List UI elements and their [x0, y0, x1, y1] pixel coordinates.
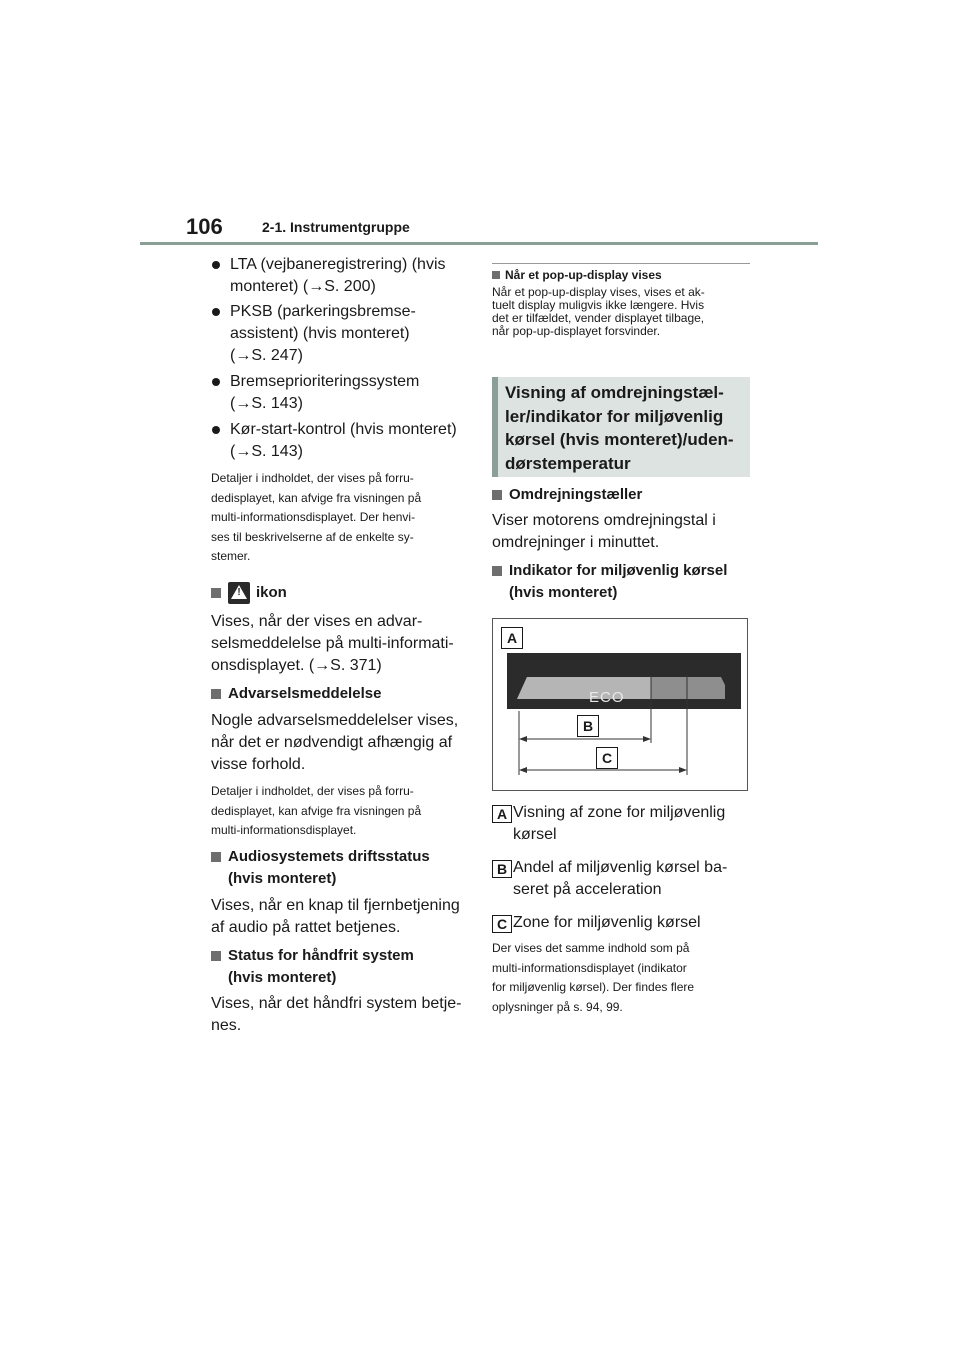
- bullet-dot: [212, 426, 220, 434]
- eco-indicator-figure: [492, 618, 748, 791]
- popup-rule: [492, 263, 750, 264]
- section-title: 2-1. Instrumentgruppe: [262, 219, 410, 235]
- heading-marker: [492, 566, 502, 576]
- legend-key: A: [492, 805, 512, 823]
- figure-label-b: B: [577, 715, 599, 737]
- legend-text: Andel af miljøvenlig kørsel ba- seret på acceleration: [513, 859, 728, 898]
- header-rule: [140, 242, 818, 245]
- bullet-text: PKSB (parkeringsbremse- assistent) (hvis monteret) (→S. 247): [230, 303, 416, 364]
- legend-item-b: [492, 857, 754, 901]
- figure-label-c: C: [596, 747, 618, 769]
- bullet-text: Kør-start-kontrol (hvis monteret) (→S. 143): [230, 421, 457, 460]
- icon-heading: [211, 582, 471, 606]
- eco-label: ECO: [589, 689, 625, 706]
- legend-item-a: [492, 802, 754, 846]
- heading-marker: [492, 490, 502, 500]
- heading-marker: [211, 689, 221, 699]
- bullet-text: Bremseprioriteringssystem (→S. 143): [230, 373, 420, 412]
- heading-marker: [211, 852, 221, 862]
- note-same-content: Der vises det samme indhold som på multi-informationsdisplayet (indikator for miljøvenlig kørsel). Der findes flere oplysninger på s. 94, 99.: [492, 941, 695, 1014]
- section-box-title: Visning af omdrejningstæl- ler/indikator for miljøvenlig kørsel (hvis monteret)/uden- dørstemperatur: [505, 383, 734, 473]
- warning-message-text: Nogle advarselsmeddelelser vises, når det er nødvendigt afhængig af visse forhold.: [211, 712, 459, 773]
- tach-heading: Omdrejningstæller: [492, 484, 752, 550]
- warning-icon: !: [228, 582, 250, 604]
- warning-message-heading: Advarselsmeddelelse: [211, 683, 471, 749]
- legend-key: B: [492, 860, 512, 878]
- audio-status-text: Vises, når en knap til fjernbetjening af audio på rattet betjenes.: [211, 897, 460, 936]
- icon-description: Vises, når der vises en advar- selsmeddelelse på multi-informati- onsdisplayet. (→S. 371): [211, 613, 454, 674]
- section-box-bar: [492, 377, 498, 477]
- bullet-dot: [212, 378, 220, 386]
- heading-marker: [211, 951, 221, 961]
- icon-heading-label: ikon: [256, 584, 287, 601]
- heading-marker: [211, 588, 221, 598]
- popup-heading: Når et pop-up-display vises: [492, 268, 662, 282]
- note-display-detail-2: Detaljer i indholdet, der vises på forru- dedisplayet, kan afvige fra visningen på multi-informationsdisplayet.: [211, 784, 422, 837]
- section-box: [492, 377, 750, 477]
- audio-status-heading: Audiosystemets driftsstatus (hvis monteret): [211, 846, 471, 912]
- legend-text: Zone for miljøvenlig kørsel: [513, 914, 701, 931]
- handsfree-status-text: Vises, når det håndfri system betje- nes.: [211, 995, 462, 1034]
- bullet-dot: [212, 308, 220, 316]
- eco-indicator-heading: Indikator for miljøvenlig kørsel (hvis monteret): [492, 560, 752, 626]
- bullet-text: LTA (vejbaneregistrering) (hvis monteret) (→S. 200): [230, 256, 446, 295]
- legend-text: Visning af zone for miljøvenlig kørsel: [513, 804, 726, 843]
- note-display-detail: Detaljer i indholdet, der vises på forru- dedisplayet, kan afvige fra visningen på multi-informationsdisplayet. Der henvi- ses til beskrivelserne af de enkelte sy- stemer.: [211, 471, 422, 563]
- bullet-dot: [212, 261, 220, 269]
- page-number: 106: [186, 214, 223, 239]
- tach-text: Viser motorens omdrejningstal i omdrejninger i minuttet.: [492, 512, 716, 551]
- handsfree-status-heading: Status for håndfrit system (hvis monteret): [211, 945, 471, 1011]
- legend-item-c: [492, 912, 754, 934]
- figure-label-a: A: [501, 627, 523, 649]
- popup-text: Når et pop-up-display vises, vises et ak- tuelt display muligvis ikke længere. Hvis det er tilfældet, vender displayet tilbage, når pop-up-displayet forsvinder.: [492, 285, 705, 338]
- legend-key: C: [492, 915, 512, 933]
- heading-marker: [492, 271, 500, 279]
